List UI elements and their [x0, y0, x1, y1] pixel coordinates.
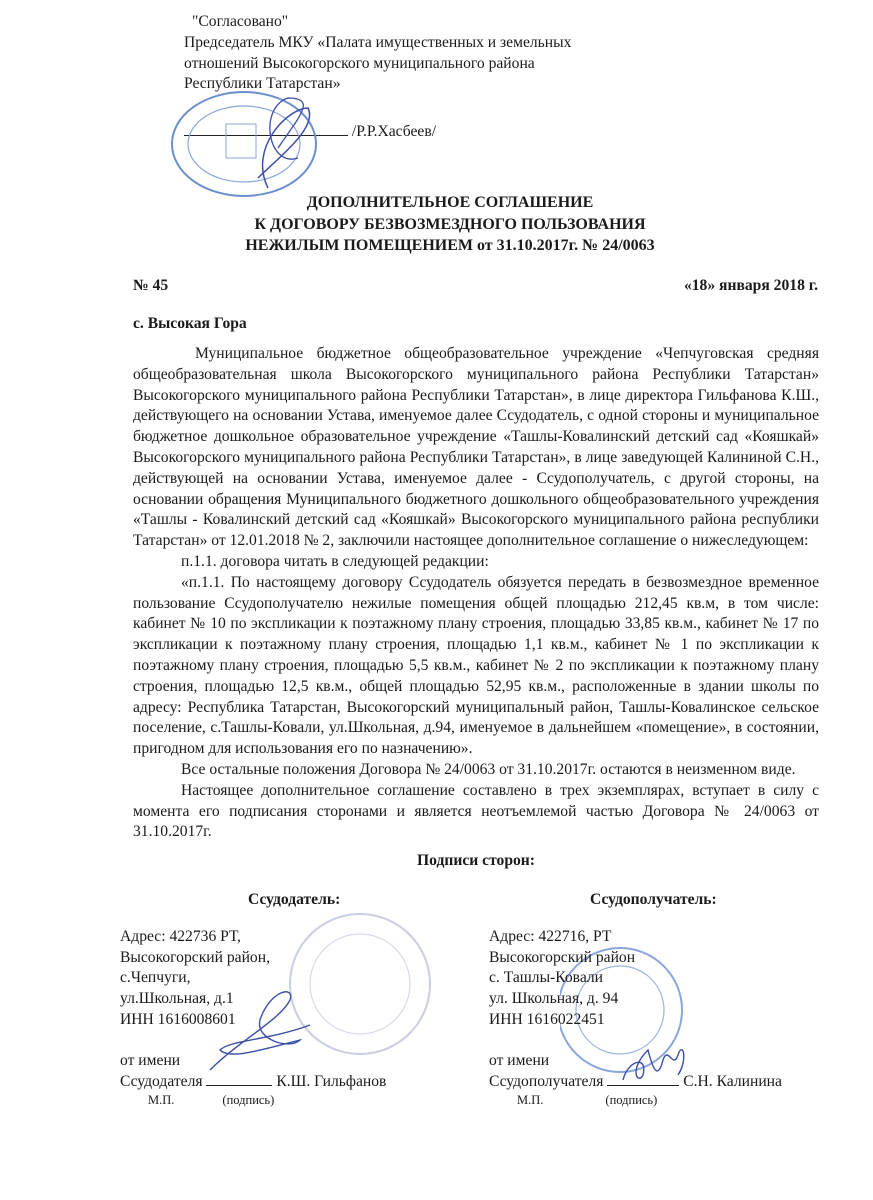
paragraph: «п.1.1. По настоящему договору Ссудодатель обязуется передать в безвозмездное временное пользование Ссудополучателю нежилые помещения общей площадью 212,45 кв.м, в том числе: кабинет № 10 по экспликации к поэтажному плану строения, площадью 33,85 кв.м., кабинет № 17 по экспликации к поэтажному плану строения, площадью 1,1 кв.м., кабинет № 1 по экспликации к поэтажному плану строения, площадью 5,5 кв.м., кабинет № 2 по экспликации к поэтажному плану строения, площадью 12,5 кв.м., общей площадью 52,95 кв.м., расположенные в здании школы по адресу: Республика Татарстан, Высокогорский муниципальный район, Ташлы-Ковалинское сельское поселение, с.Ташлы-Ковали, ул.Школьная, д.94, именуемое в дальнейшем «помещение», в состоянии, пригодном для использования его по назначению». [133, 573, 819, 758]
borrower-heading: Ссудополучатель: [590, 890, 717, 908]
approval-line: Председатель МКУ «Палата имущественных и земельных [184, 33, 572, 51]
agreement-number: № 45 [133, 277, 169, 294]
title-line: ДОПОЛНИТЕЛЬНОЕ СОГЛАШЕНИЕ [306, 194, 594, 211]
seal-label: М.П. [517, 1093, 544, 1108]
address-line: ул. Школьная, д. 94 [489, 990, 619, 1008]
address-line: с. Ташлы-Ковали [489, 969, 603, 987]
content-flow [120, 344, 832, 1108]
seal-label: М.П. [148, 1093, 175, 1108]
place: с. Высокая Гора [133, 315, 247, 332]
party-label: Ссудополучателя [489, 1072, 604, 1090]
address-line: с.Чепчуги, [120, 969, 191, 987]
approval-line: отношений Высокогорского муниципального района [184, 54, 535, 72]
signature-label: (подпись) [605, 1093, 658, 1108]
agreement-date: «18» января 2018 г. [683, 277, 818, 294]
approval-line: Республики Татарстан» [184, 75, 341, 93]
borrower-block [489, 890, 832, 1108]
address-line: Адрес: 422716, РТ [489, 927, 612, 945]
title-line: К ДОГОВОРУ БЕЗВОЗМЕЗДНОГО ПОЛЬЗОВАНИЯ [254, 215, 646, 233]
address-line: Высокогорский район [489, 948, 636, 966]
address-line: ИНН 1616008601 [120, 1010, 236, 1028]
document-title [150, 192, 750, 257]
title-line: НЕЖИЛЫМ ПОМЕЩЕНИЕМ от 31.10.2017г. № 24/0063 [245, 237, 655, 254]
lender-address [120, 927, 489, 1109]
signature-label: (подпись) [222, 1093, 275, 1108]
address-line: Адрес: 422736 РТ, [120, 927, 241, 945]
lender-block [120, 890, 489, 1108]
paragraph: Настоящее дополнительное соглашение составлено в трех экземплярах, вступает в силу с момента его подписания сторонами и является неотъемлемой частью Договора № 24/0063 от 31.10.2017г. [133, 781, 819, 841]
signatures-heading: Подписи сторон: [417, 852, 535, 870]
lender-heading: Ссудодатель: [248, 890, 341, 908]
on-behalf-label: от имени [120, 1051, 181, 1069]
signature-line [206, 1073, 272, 1086]
on-behalf-label: от имени [489, 1051, 550, 1069]
agreement-body [133, 344, 819, 843]
signer-name: К.Ш. Гильфанов [276, 1072, 387, 1090]
signer-name: С.Н. Калинина [683, 1072, 782, 1090]
approval-label: "Согласовано" [192, 13, 289, 30]
address-line: ИНН 1616022451 [489, 1010, 605, 1028]
party-label: Ссудодателя [120, 1072, 203, 1090]
paragraph: Все остальные положения Договора № 24/0063 от 31.10.2017г. остаются в неизменном виде. [181, 760, 796, 778]
address-line: Высокогорский район, [120, 948, 270, 966]
paragraph: Муниципальное бюджетное общеобразовательное учреждение «Чепчуговская средняя общеобразовательная школа Высокогорского муниципального района Республики Татарстан» Высокогорского муниципального района Республики Татарстан», в лице директора Гильфанова К.Ш., действующего на основании Устава, именуемое далее Ссудодатель, с одной стороны и муниципальное бюджетное дошкольное образовательное учреждение «Ташлы-Ковалинский детский сад «Кояшкай» Высокогорского муниципального района Республики Татарстан», в лице заведующей Калининой С.Н., действующей на основании Устава, именуемое далее - Ссудополучатель, с другой стороны, на основании обращения Муниципального бюджетного дошкольного общеобразовательного учреждения «Ташлы - Ковалинский детский сад «Кояшкай» Высокогорского муниципального района республики Татарстан» от 12.01.2018 № 2, заключили настоящее дополнительное соглашение о нижеследующем: [133, 345, 819, 550]
address-line: ул.Школьная, д.1 [120, 990, 234, 1008]
signatures-row [120, 890, 832, 1108]
approval-block [184, 12, 684, 143]
approval-signer: /Р.Р.Хасбеев/ [351, 123, 437, 141]
paragraph: п.1.1. договора читать в следующей редакции: [181, 552, 489, 570]
signature-line [184, 121, 348, 136]
borrower-address [489, 927, 832, 1109]
signature-line [607, 1073, 679, 1086]
